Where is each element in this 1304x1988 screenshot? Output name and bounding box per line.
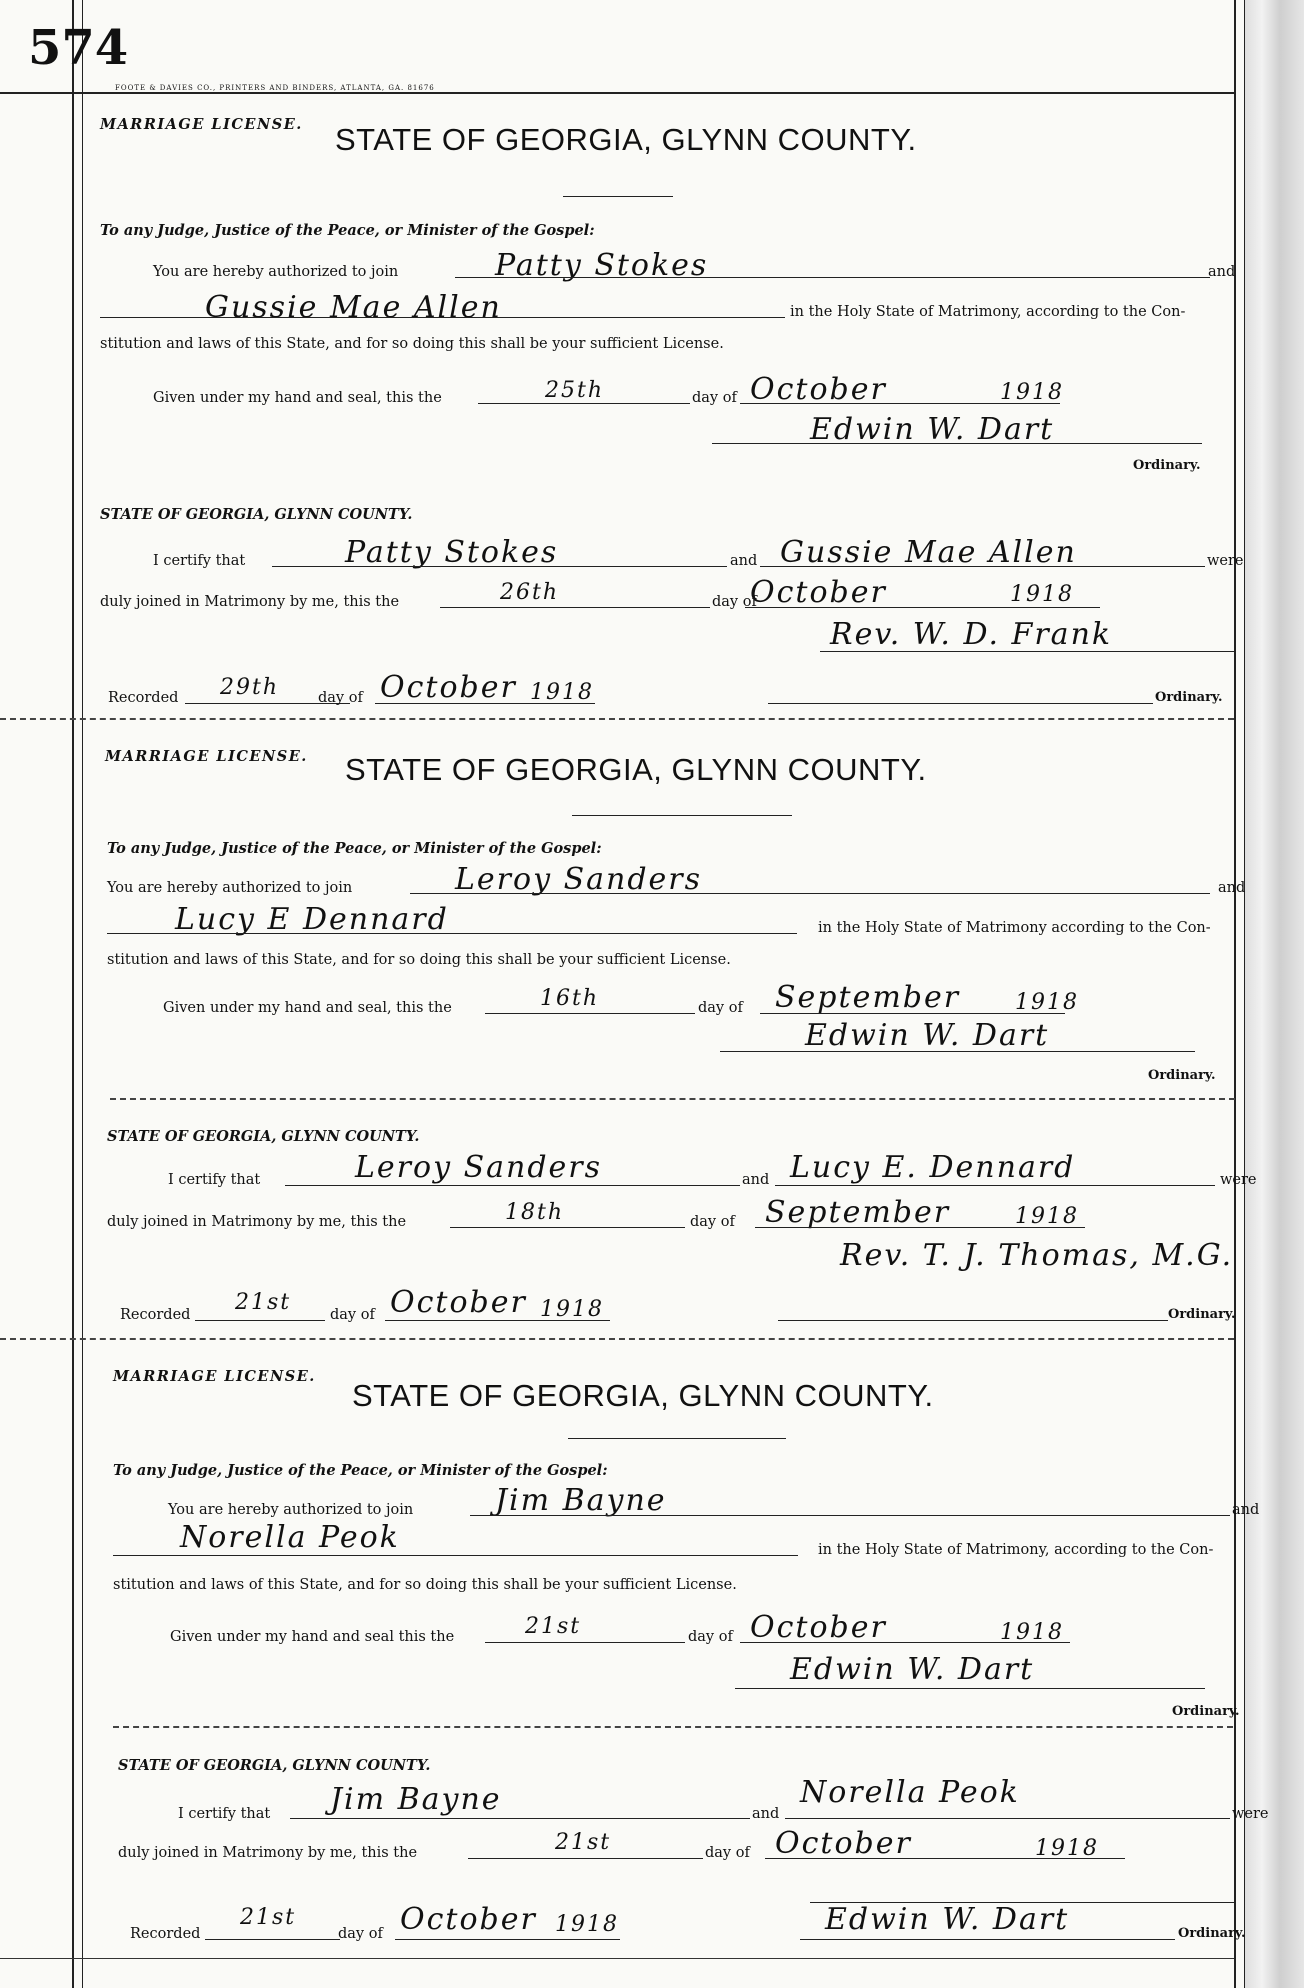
license-month-3: October	[750, 1610, 887, 1645]
were-text-2: were	[1220, 1172, 1257, 1188]
married-day: 26th	[500, 580, 560, 605]
married-groom-line	[272, 566, 727, 567]
groom-name-2: Leroy Sanders	[455, 862, 703, 897]
recorded-month: October	[380, 670, 517, 705]
license-day-line-3	[485, 1642, 685, 1643]
license-day-line	[478, 403, 690, 404]
groom-name: Patty Stokes	[495, 248, 709, 283]
bride-line	[100, 317, 785, 318]
signature-line	[712, 443, 1202, 444]
recorded-month-line-3	[395, 1939, 620, 1940]
given-text-2: Given under my hand and seal, this the	[163, 1000, 452, 1016]
signature-line-3	[735, 1688, 1205, 1689]
certificate-title-3: STATE OF GEORGIA, GLYNN COUNTY.	[118, 1757, 431, 1774]
ledger-rule-right	[1234, 0, 1236, 1988]
record-divider-2a	[110, 1098, 1235, 1100]
license-year-2: 1918	[1015, 990, 1079, 1015]
license-address: To any Judge, Justice of the Peace, or Minister of the Gospel:	[100, 222, 595, 239]
married-month-3: October	[775, 1826, 912, 1861]
ordinary-label-4: Ordinary.	[1168, 1307, 1236, 1322]
holy-state-text-2: in the Holy State of Matrimony according to the Con-	[818, 920, 1211, 936]
marriage-license-label: MARRIAGE LICENSE.	[100, 116, 303, 133]
ordinary-signature-3: Edwin W. Dart	[790, 1652, 1035, 1687]
stitution-text-2: stitution and laws of this State, and for so doing this shall be your sufficient License.	[107, 952, 731, 968]
recorded-month-3: October	[400, 1902, 537, 1937]
bride-name: Gussie Mae Allen	[205, 290, 502, 325]
day-of-text-2: day of	[712, 594, 757, 610]
day-of-text-4: day of	[698, 1000, 743, 1016]
record-divider-2	[0, 1338, 1234, 1340]
bride-line-3	[113, 1555, 798, 1556]
ledger-rule-left	[72, 0, 74, 1988]
certificate-title: STATE OF GEORGIA, GLYNN COUNTY.	[100, 506, 413, 523]
license-title-3: STATE OF GEORGIA, GLYNN COUNTY.	[352, 1378, 934, 1413]
officiant-signature-2: Rev. T. J. Thomas, M.G.	[840, 1238, 1234, 1273]
top-rule	[0, 92, 1234, 94]
duly-text: duly joined in Matrimony by me, this the	[100, 594, 400, 610]
day-of-text: day of	[692, 390, 737, 406]
authorized-text-3: You are hereby authorized to join	[168, 1502, 414, 1518]
recorded-ordinary-line	[768, 703, 1153, 704]
ordinary-label-5: Ordinary.	[1172, 1704, 1240, 1719]
license-day: 25th	[545, 378, 605, 403]
recorded-day: 29th	[220, 675, 280, 700]
married-month-2: September	[765, 1195, 951, 1230]
license-year-3: 1918	[1000, 1620, 1064, 1645]
marriage-license-label-3: MARRIAGE LICENSE.	[113, 1368, 316, 1385]
recorded-year: 1918	[530, 680, 594, 705]
bride-name-2: Lucy E Dennard	[175, 902, 449, 937]
recorded-text-3: Recorded	[130, 1926, 201, 1942]
ordinary-label-6: Ordinary.	[1178, 1926, 1246, 1941]
married-bride-line	[760, 566, 1205, 567]
bride-line-2	[107, 933, 797, 934]
recorded-year-2: 1918	[540, 1297, 604, 1322]
married-bride-3: Norella Peok	[800, 1775, 1020, 1810]
day-of-text-5: day of	[690, 1214, 735, 1230]
married-day-line-3	[468, 1858, 703, 1859]
married-bride-2: Lucy E. Dennard	[790, 1150, 1076, 1185]
and-text-5: and	[1232, 1502, 1260, 1518]
license-month-line-3	[740, 1642, 1070, 1643]
given-text-3: Given under my hand and seal this the	[170, 1629, 455, 1645]
ledger-rule-right-2	[1244, 0, 1245, 1988]
married-groom-line-3	[290, 1818, 750, 1819]
license-month: October	[750, 372, 887, 407]
certify-text-2: I certify that	[168, 1172, 261, 1188]
groom-line	[455, 277, 1210, 278]
duly-text-2: duly joined in Matrimony by me, this the	[107, 1214, 407, 1230]
day-of-text-9: day of	[338, 1926, 383, 1942]
married-month-line	[745, 607, 1100, 608]
certificate-title-2: STATE OF GEORGIA, GLYNN COUNTY.	[107, 1128, 420, 1145]
recorded-day-3: 21st	[240, 1905, 297, 1930]
record-divider-3a	[113, 1726, 1233, 1728]
authorized-text-2: You are hereby authorized to join	[107, 880, 353, 896]
married-day-line-2	[450, 1227, 685, 1228]
officiant-signature-3: Edwin W. Dart	[825, 1902, 1070, 1937]
ledger-rule-left-2	[82, 0, 83, 1988]
ordinary-label-2: Ordinary.	[1155, 690, 1223, 705]
recorded-day-line-3	[205, 1939, 340, 1940]
ordinary-label-3: Ordinary.	[1148, 1068, 1216, 1083]
married-groom-2: Leroy Sanders	[355, 1150, 603, 1185]
record-divider-1	[0, 718, 1234, 720]
recorded-day-2: 21st	[235, 1290, 292, 1315]
page-number: 574	[28, 20, 129, 76]
married-year-3: 1918	[1035, 1836, 1099, 1861]
married-day-3: 21st	[555, 1830, 612, 1855]
ordinary-signature: Edwin W. Dart	[810, 412, 1055, 447]
recorded-text: Recorded	[108, 690, 179, 706]
and-text-3: and	[742, 1172, 770, 1188]
printer-imprint: FOOTE & DAVIES CO., PRINTERS AND BINDERS, ATLANTA, GA. 81676	[115, 84, 435, 92]
title-separator-2	[572, 815, 792, 816]
stitution-text: stitution and laws of this State, and for so doing this shall be your sufficient License.	[100, 336, 724, 352]
recorded-text-2: Recorded	[120, 1307, 191, 1323]
officiant-signature: Rev. W. D. Frank	[830, 617, 1113, 652]
certify-text: I certify that	[153, 553, 246, 569]
married-bride-line-3	[785, 1818, 1230, 1819]
title-separator-3	[568, 1438, 786, 1439]
certify-text-3: I certify that	[178, 1806, 271, 1822]
ordinary-signature-2: Edwin W. Dart	[805, 1018, 1050, 1053]
and-text-6: and	[752, 1806, 780, 1822]
bottom-rule	[0, 1958, 1234, 1959]
marriage-license-label-2: MARRIAGE LICENSE.	[105, 748, 308, 765]
stitution-text-3: stitution and laws of this State, and for so doing this shall be your sufficient License.	[113, 1577, 737, 1593]
bride-name-3: Norella Peok	[180, 1520, 400, 1555]
title-separator	[563, 196, 673, 197]
married-month: October	[750, 575, 887, 610]
and-text: and	[1208, 264, 1236, 280]
holy-state-text-3: in the Holy State of Matrimony, according to the Con-	[818, 1542, 1214, 1558]
and-text-4: and	[1218, 880, 1246, 896]
ordinary-label: Ordinary.	[1133, 458, 1201, 473]
license-title: STATE OF GEORGIA, GLYNN COUNTY.	[335, 122, 917, 157]
day-of-text-3: day of	[318, 690, 363, 706]
given-text: Given under my hand and seal, this the	[153, 390, 442, 406]
license-day-3: 21st	[525, 1614, 582, 1639]
recorded-month-line-2	[385, 1320, 610, 1321]
duly-text-3: duly joined in Matrimony by me, this the	[118, 1845, 418, 1861]
recorded-ordinary-line-2	[778, 1320, 1168, 1321]
license-year: 1918	[1000, 380, 1064, 405]
day-of-text-8: day of	[705, 1845, 750, 1861]
groom-name-3: Jim Bayne	[495, 1483, 667, 1518]
married-groom-3: Jim Bayne	[330, 1782, 502, 1817]
married-month-line-2	[755, 1227, 1085, 1228]
groom-line-2	[410, 893, 1210, 894]
married-year-2: 1918	[1015, 1204, 1079, 1229]
recorded-year-3: 1918	[555, 1912, 619, 1937]
married-day-2: 18th	[505, 1200, 565, 1225]
married-day-line	[440, 607, 710, 608]
license-title-2: STATE OF GEORGIA, GLYNN COUNTY.	[345, 752, 927, 787]
were-text: were	[1207, 553, 1244, 569]
signature-line-2	[720, 1051, 1195, 1052]
recorded-month-2: October	[390, 1285, 527, 1320]
groom-line-3	[470, 1515, 1230, 1516]
married-bride-line-2	[775, 1185, 1215, 1186]
authorized-text: You are hereby authorized to join	[153, 264, 399, 280]
married-month-line-3	[765, 1858, 1125, 1859]
officiant-line	[820, 651, 1235, 652]
license-address-3: To any Judge, Justice of the Peace, or Minister of the Gospel:	[113, 1462, 608, 1479]
married-groom-line-2	[285, 1185, 740, 1186]
recorded-ordinary-line-3	[800, 1939, 1175, 1940]
married-groom: Patty Stokes	[345, 535, 559, 570]
holy-state-text: in the Holy State of Matrimony, according to the Con-	[790, 304, 1186, 320]
license-month-line-2	[760, 1013, 1065, 1014]
recorded-day-line-2	[195, 1320, 325, 1321]
were-text-3: were	[1232, 1806, 1269, 1822]
recorded-month-line	[375, 703, 595, 704]
day-of-text-7: day of	[688, 1629, 733, 1645]
book-binding-edge	[1244, 0, 1304, 1988]
license-month-line	[740, 403, 1060, 404]
married-year: 1918	[1010, 582, 1074, 607]
day-of-text-6: day of	[330, 1307, 375, 1323]
license-day-2: 16th	[540, 986, 600, 1011]
license-day-line-2	[485, 1013, 695, 1014]
license-address-2: To any Judge, Justice of the Peace, or Minister of the Gospel:	[107, 840, 602, 857]
married-bride: Gussie Mae Allen	[780, 535, 1077, 570]
license-month-2: September	[775, 980, 961, 1015]
and-text-2: and	[730, 553, 758, 569]
